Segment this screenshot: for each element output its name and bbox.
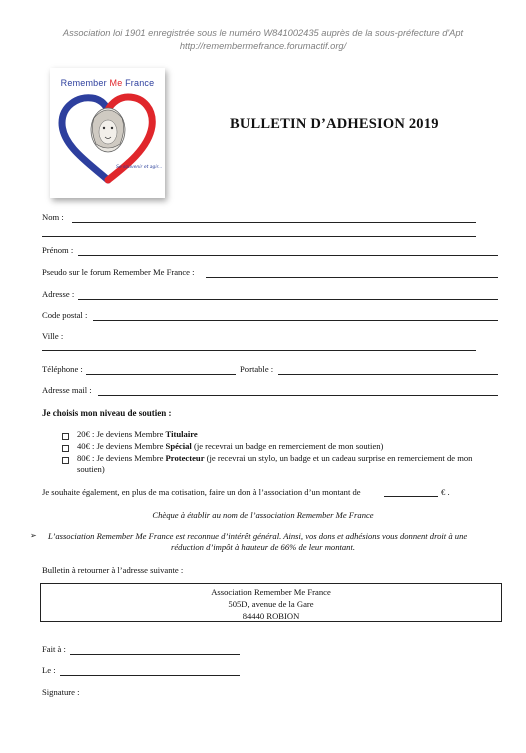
nom-field[interactable] xyxy=(72,222,476,223)
address-line-3: 84440 ROBION xyxy=(242,611,300,621)
association-registration-line: Association loi 1901 enregistrée sous le numéro W841002435 auprès de la sous-préfecture d'Apt xyxy=(62,28,464,38)
prenom-label: Prénom : xyxy=(42,245,74,255)
return-address-box xyxy=(40,583,502,622)
ville-field[interactable] xyxy=(42,350,476,351)
adresse-field[interactable] xyxy=(78,299,498,300)
option-protecteur: 80€ : Je deviens Membre Protecteur (je recevrai un stylo, un badge et un cadeau surprise en remerciement de mon soutien) xyxy=(77,453,473,474)
date-label: Le : xyxy=(42,665,56,675)
checkbox-titulaire[interactable] xyxy=(62,433,69,440)
portable-label: Portable : xyxy=(240,364,274,374)
fait-field[interactable] xyxy=(70,654,240,655)
page-title: BULLETIN D’ADHESION 2019 xyxy=(230,116,439,132)
code-postal-label: Code postal : xyxy=(42,310,88,320)
address-line-2: 505D, avenue de la Gare xyxy=(228,599,314,609)
donation-currency: € . xyxy=(441,487,450,497)
nom-label: Nom : xyxy=(42,212,64,222)
adresse-label: Adresse : xyxy=(42,289,75,299)
forum-url[interactable]: http://remembermefrance.forumactif.org/ xyxy=(179,41,347,51)
telephone-field[interactable] xyxy=(86,374,236,375)
pseudo-field[interactable] xyxy=(206,277,498,278)
return-label: Bulletin à retourner à l’adresse suivante : xyxy=(42,565,184,575)
pseudo-label: Pseudo sur le forum Remember Me France : xyxy=(42,267,195,277)
tax-note-line-1: L’association Remember Me France est reconnue d’intérêt général. Ainsi, vos dons et adhésions vous donnent droit à une xyxy=(48,531,468,541)
nom-field-line-2[interactable] xyxy=(42,236,476,237)
signature-label: Signature : xyxy=(42,687,80,697)
heart-lion-icon xyxy=(50,68,165,198)
option-special: 40€ : Je deviens Membre Spécial (je recevrai un badge en remerciement de mon soutien) xyxy=(77,441,384,451)
donation-text: Je souhaite également, en plus de ma cotisation, faire un don à l’association d’un montant de xyxy=(42,487,361,497)
checkbox-special[interactable] xyxy=(62,445,69,452)
date-field[interactable] xyxy=(60,675,240,676)
portable-field[interactable] xyxy=(278,374,498,375)
email-field[interactable] xyxy=(98,395,498,396)
email-label: Adresse mail : xyxy=(42,385,92,395)
donation-amount-field[interactable] xyxy=(384,496,438,497)
address-line-1: Association Remember Me France xyxy=(211,587,331,597)
logo-title: Remember Me France xyxy=(60,78,155,88)
fait-label: Fait à : xyxy=(42,644,66,654)
logo xyxy=(50,68,165,198)
logo-tagline: Se souvenir et agir... xyxy=(116,165,163,170)
note-bullet-icon: ➢ xyxy=(30,531,37,540)
code-postal-field[interactable] xyxy=(93,320,498,321)
ville-label: Ville : xyxy=(42,331,64,341)
option-titulaire: 20€ : Je deviens Membre Titulaire xyxy=(77,429,198,439)
telephone-label: Téléphone : xyxy=(42,364,83,374)
tax-note-line-2: réduction d’impôt à hauteur de 66% de leur montant. xyxy=(170,542,356,552)
support-heading: Je choisis mon niveau de soutien : xyxy=(42,408,172,418)
checkbox-protecteur[interactable] xyxy=(62,457,69,464)
prenom-field[interactable] xyxy=(78,255,498,256)
cheque-instructions: Chèque à établir au nom de l’association Remember Me France xyxy=(152,510,374,520)
